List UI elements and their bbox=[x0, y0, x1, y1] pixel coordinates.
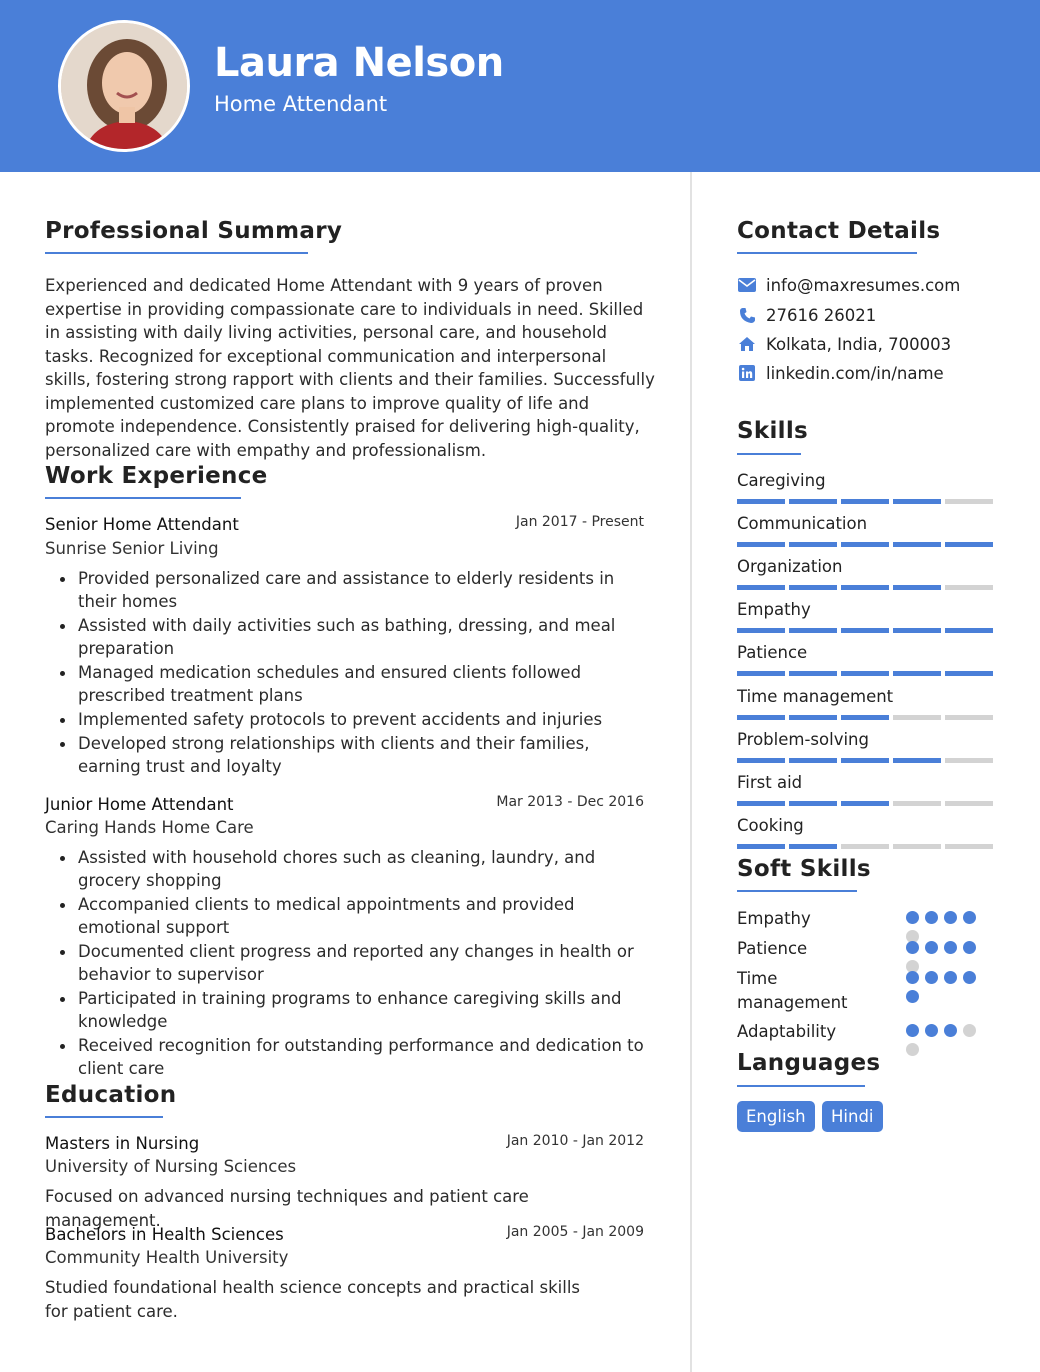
skill-label: Empathy bbox=[737, 600, 811, 620]
list-item: Provided personalized care and assistance to elderly residents in their homes bbox=[78, 567, 656, 613]
column-divider bbox=[690, 172, 692, 1372]
rating-dot bbox=[944, 911, 957, 924]
skill-label: Patience bbox=[737, 643, 808, 663]
skill-segment bbox=[841, 542, 889, 547]
list-item: Managed medication schedules and ensured clients followed prescribed treatment plans bbox=[78, 661, 656, 707]
skill-level-bar bbox=[737, 801, 993, 806]
skill-segment bbox=[737, 844, 785, 849]
rating-dot bbox=[925, 941, 938, 954]
rating-dot bbox=[925, 911, 938, 924]
skill-segment bbox=[841, 758, 889, 763]
skill-segment bbox=[789, 542, 837, 547]
skill-segment bbox=[789, 585, 837, 590]
skill-segment bbox=[737, 585, 785, 590]
phone-text: 27616 26021 bbox=[766, 305, 877, 325]
skill-segment bbox=[945, 499, 993, 504]
skill-segment bbox=[841, 844, 889, 849]
linkedin-icon bbox=[737, 364, 757, 382]
job-date: Jan 2017 - Present bbox=[515, 514, 644, 530]
soft-skill-label: Time management bbox=[737, 969, 848, 1012]
list-item: Developed strong relationships with clients and their families, earning trust and loyalty bbox=[78, 732, 656, 778]
summary-text: Experienced and dedicated Home Attendant with 9 years of proven expertise in providing compassionate care to individuals in need. Skilled in assisting with daily living activities, personal care, and household tasks. Recognized for exceptional communication and interpersonal skills, fostering strong rapport with clients and their families. Successfully implemented customized care plans to improve quality of life and promote independence. Consistently praised for delivering high-quality, personalized care with empathy and professionalism. bbox=[45, 276, 655, 460]
email-text: info@maxresumes.com bbox=[766, 275, 961, 295]
skill-segment bbox=[841, 801, 889, 806]
education-school: University of Nursing Sciences bbox=[45, 1157, 297, 1176]
rating-dot bbox=[906, 1043, 919, 1056]
skill-level-bar bbox=[737, 585, 993, 590]
skill-segment bbox=[893, 844, 941, 849]
rating-dot bbox=[944, 941, 957, 954]
skills-heading: Skills bbox=[737, 418, 809, 444]
skill-segment bbox=[893, 801, 941, 806]
skill-segment bbox=[893, 542, 941, 547]
skill-segment bbox=[841, 628, 889, 633]
skill-segment bbox=[945, 844, 993, 849]
contact-address bbox=[737, 333, 951, 355]
skill-segment bbox=[789, 628, 837, 633]
summary-underline bbox=[45, 252, 308, 254]
skill-label: Caregiving bbox=[737, 471, 826, 490]
skill-segment bbox=[893, 628, 941, 633]
skill-level-bar bbox=[737, 499, 993, 504]
skill-segment bbox=[893, 499, 941, 504]
education-heading: Education bbox=[45, 1082, 177, 1108]
rating-dot bbox=[963, 911, 976, 924]
skill-label: First aid bbox=[737, 772, 803, 792]
contact-phone[interactable] bbox=[737, 304, 876, 326]
rating-dot bbox=[925, 1024, 938, 1037]
soft-skill-label: Empathy bbox=[737, 909, 811, 928]
job-bullets bbox=[78, 567, 656, 779]
soft-skill-label: Adaptability bbox=[737, 1022, 837, 1041]
skill-segment bbox=[737, 715, 785, 720]
skill-segment bbox=[945, 542, 993, 547]
soft-skills-underline bbox=[737, 890, 857, 892]
skill-level-bar bbox=[737, 758, 993, 763]
language-badge: Hindi bbox=[822, 1101, 883, 1132]
rating-dot bbox=[906, 941, 919, 954]
job-title: Junior Home Attendant bbox=[45, 795, 234, 814]
skill-segment bbox=[789, 758, 837, 763]
home-icon bbox=[737, 335, 757, 353]
skill-segment bbox=[789, 844, 837, 849]
skills-underline bbox=[737, 453, 801, 455]
skill-segment bbox=[841, 671, 889, 676]
soft-skill-dots bbox=[906, 971, 982, 1003]
skill-segment bbox=[945, 801, 993, 806]
skill-segment bbox=[737, 542, 785, 547]
education-school: Community Health University bbox=[45, 1248, 289, 1267]
skill-segment bbox=[945, 758, 993, 763]
education-degree: Bachelors in Health Sciences bbox=[45, 1225, 284, 1244]
skill-segment bbox=[789, 499, 837, 504]
rating-dot bbox=[906, 990, 919, 1003]
skill-segment bbox=[945, 585, 993, 590]
contact-underline bbox=[737, 252, 917, 254]
education-date: Jan 2010 - Jan 2012 bbox=[506, 1133, 644, 1149]
list-item: Participated in training programs to enhance caregiving skills and knowledge bbox=[78, 987, 656, 1033]
skill-label: Time management bbox=[737, 686, 894, 706]
soft-skills-heading: Soft Skills bbox=[737, 856, 871, 882]
rating-dot bbox=[906, 1024, 919, 1037]
languages-heading: Languages bbox=[737, 1050, 881, 1076]
language-badge: English bbox=[737, 1101, 815, 1132]
list-item: Accompanied clients to medical appointments and provided emotional support bbox=[78, 893, 656, 939]
skill-segment bbox=[789, 715, 837, 720]
skill-level-bar bbox=[737, 844, 993, 849]
contact-linkedin[interactable] bbox=[737, 362, 944, 384]
experience-underline bbox=[45, 497, 241, 499]
skill-segment bbox=[841, 585, 889, 590]
skill-segment bbox=[841, 499, 889, 504]
soft-skill-label: Patience bbox=[737, 939, 808, 958]
education-description: Focused on advanced nursing techniques and patient care management. bbox=[45, 1187, 529, 1230]
resume-header bbox=[0, 0, 1040, 172]
rating-dot bbox=[925, 971, 938, 984]
skill-label: Organization bbox=[737, 557, 843, 577]
experience-heading: Work Experience bbox=[45, 463, 268, 489]
list-item: Assisted with daily activities such as bathing, dressing, and meal preparation bbox=[78, 614, 656, 660]
skill-segment bbox=[841, 715, 889, 720]
envelope-icon bbox=[737, 276, 757, 294]
list-item: Received recognition for outstanding performance and dedication to client care bbox=[78, 1034, 656, 1080]
job-bullets bbox=[78, 846, 656, 1081]
skill-segment bbox=[737, 499, 785, 504]
skill-level-bar bbox=[737, 715, 993, 720]
rating-dot bbox=[944, 1024, 957, 1037]
education-date: Jan 2005 - Jan 2009 bbox=[506, 1224, 644, 1240]
education-underline bbox=[45, 1116, 163, 1118]
job-company: Caring Hands Home Care bbox=[45, 818, 254, 837]
candidate-title: Home Attendant bbox=[214, 92, 388, 116]
contact-heading: Contact Details bbox=[737, 218, 941, 244]
skill-segment bbox=[893, 715, 941, 720]
skill-segment bbox=[789, 801, 837, 806]
skill-segment bbox=[945, 671, 993, 676]
education-description: Studied foundational health science concepts and practical skills for patient care. bbox=[45, 1278, 581, 1321]
skill-level-bar bbox=[737, 671, 993, 676]
skill-segment bbox=[789, 671, 837, 676]
skill-label: Communication bbox=[737, 514, 868, 534]
rating-dot bbox=[906, 971, 919, 984]
skill-segment bbox=[893, 758, 941, 763]
address-text: Kolkata, India, 700003 bbox=[766, 334, 952, 354]
soft-skill-dots bbox=[906, 1024, 982, 1056]
profile-photo bbox=[58, 20, 190, 152]
job-company: Sunrise Senior Living bbox=[45, 539, 219, 558]
skill-segment bbox=[893, 585, 941, 590]
rating-dot bbox=[906, 911, 919, 924]
list-item: Documented client progress and reported any changes in health or behavior to supervisor bbox=[78, 940, 656, 986]
skill-level-bar bbox=[737, 542, 993, 547]
soft-skill-dots bbox=[906, 911, 982, 943]
skill-segment bbox=[737, 758, 785, 763]
list-item: Assisted with household chores such as cleaning, laundry, and grocery shopping bbox=[78, 846, 656, 892]
job-title: Senior Home Attendant bbox=[45, 515, 239, 534]
skill-level-bar bbox=[737, 628, 993, 633]
skill-label: Cooking bbox=[737, 815, 804, 835]
skill-segment bbox=[737, 801, 785, 806]
list-item: Implemented safety protocols to prevent accidents and injuries bbox=[78, 708, 656, 731]
job-date: Mar 2013 - Dec 2016 bbox=[496, 794, 644, 810]
skill-segment bbox=[737, 671, 785, 676]
rating-dot bbox=[944, 971, 957, 984]
contact-email[interactable] bbox=[737, 274, 960, 296]
skill-segment bbox=[893, 671, 941, 676]
education-degree: Masters in Nursing bbox=[45, 1134, 200, 1153]
rating-dot bbox=[963, 941, 976, 954]
summary-heading: Professional Summary bbox=[45, 218, 343, 244]
soft-skill-dots bbox=[906, 941, 982, 973]
skill-label: Problem-solving bbox=[737, 729, 869, 749]
linkedin-text: linkedin.com/in/name bbox=[766, 363, 944, 383]
rating-dot bbox=[963, 1024, 976, 1037]
languages-underline bbox=[737, 1085, 865, 1087]
phone-icon bbox=[737, 306, 757, 324]
rating-dot bbox=[963, 971, 976, 984]
skill-segment bbox=[945, 715, 993, 720]
skill-segment bbox=[945, 628, 993, 633]
skill-segment bbox=[737, 628, 785, 633]
candidate-name: Laura Nelson bbox=[214, 40, 504, 86]
